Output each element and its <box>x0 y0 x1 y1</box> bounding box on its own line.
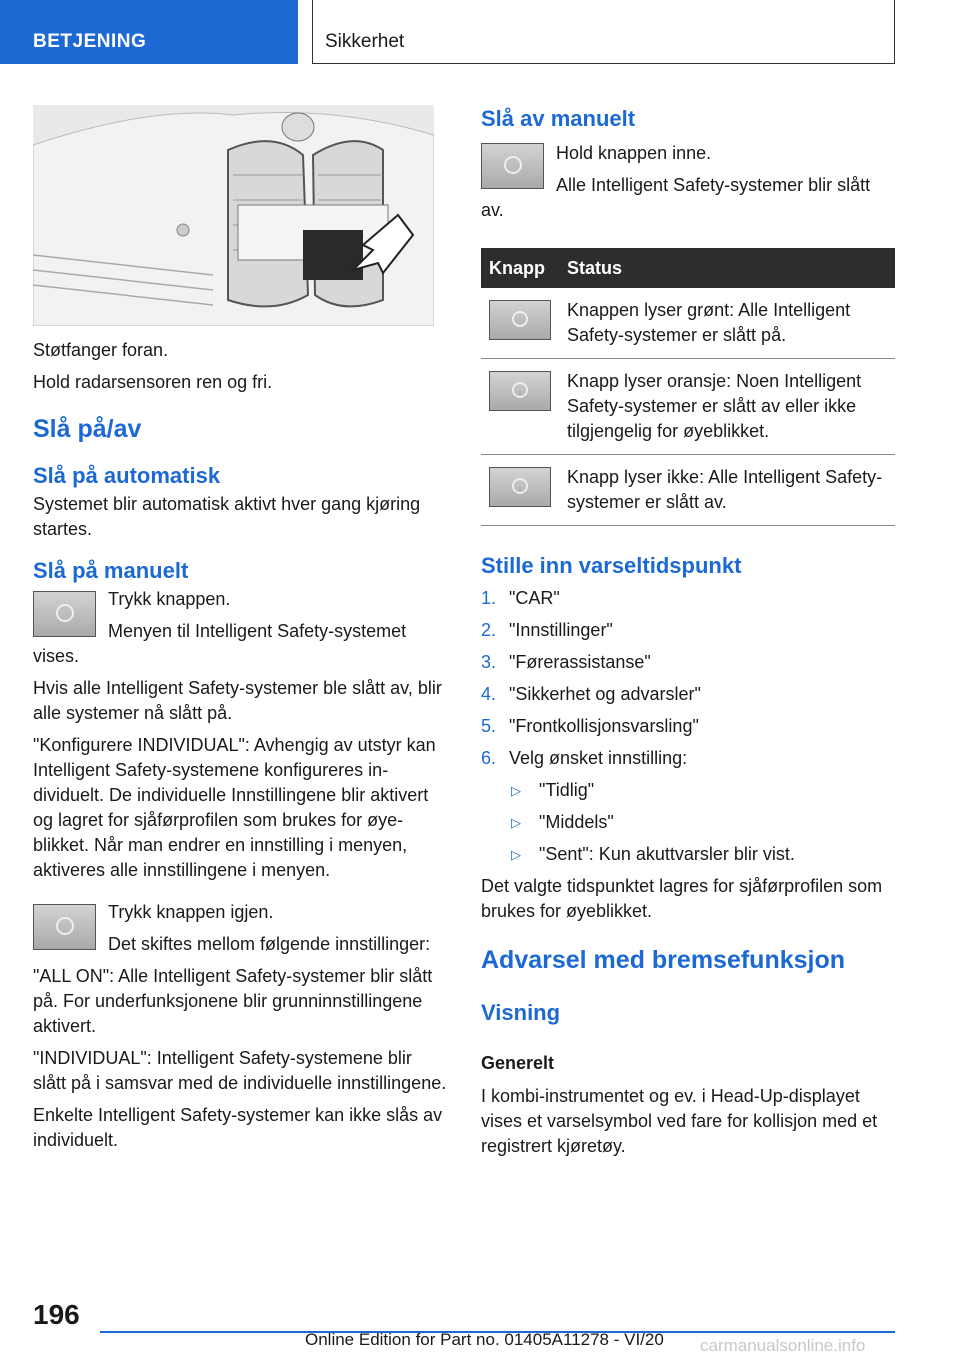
heading-warning-time: Stille inn varseltidspunkt <box>481 553 742 578</box>
chapter-tab <box>312 0 895 64</box>
image-caption: Støtfanger foran. <box>33 340 169 360</box>
all-off-text: Alle Intelligent Safety-systemer blir slått av. <box>481 175 871 220</box>
table-row <box>481 455 895 526</box>
page-number: 196 <box>33 1299 80 1330</box>
button-green-icon <box>489 300 551 340</box>
front-bumper-image <box>33 105 434 326</box>
watermark: carmanualsonline.info <box>700 1336 866 1355</box>
list-item: 1. "CAR" <box>481 588 560 608</box>
table-cell: Knapp lyser oransje: Noen Intelligent Safety-systemer er slått av eller ikke tilgjengelig for øyeblikket. <box>559 359 895 455</box>
intelligent-safety-button-icon <box>481 143 544 189</box>
heading-general: Generelt <box>481 1053 555 1073</box>
paragraph-configure: "Konfigurere INDIVIDUAL": Avhengig av utstyr kan Intelligent Safety-systemene konfigureres individuelt. De individuelle Innstillingene blir aktivert og lagret for sjåførprofilen som brukes for øyeblikket. Når man endrer en innstilling i menyen, aktiveres alle innstillingene i menyen. <box>33 735 436 880</box>
paragraph-not-individual: Enkelte Intelligent Safety-systemer kan ikke slås av individuelt. <box>33 1105 443 1150</box>
list-item: ▷ "Tidlig" <box>481 778 895 803</box>
triangle-bullet-icon: ▷ <box>511 847 521 862</box>
table-cell: Knappen lyser grønt: Alle Intelligent Safety-systemer er slått på. <box>559 288 895 359</box>
saved-text: Det valgte tidspunktet lagres for sjåførprofilen som brukes for øyeblikket. <box>481 876 883 921</box>
status-table <box>481 248 895 526</box>
table-header-button: Knapp <box>481 248 559 288</box>
list-item: ▷ "Sent": Kun akuttvarsler blir vist. <box>481 842 895 867</box>
section-title: BETJENING <box>33 31 147 52</box>
table-cell: Knapp lyser ikke: Alle Intelligent Safety-systemer er slått av. <box>559 455 895 526</box>
list-item: 4. "Sikkerhet og advarsler" <box>481 684 701 704</box>
intelligent-safety-button-icon <box>33 904 96 950</box>
list-item: 5. "Frontkollisjonsvarsling" <box>481 716 699 736</box>
heading-display: Visning <box>481 1000 561 1025</box>
paragraph-all-off: Hvis alle Intelligent Safety-systemer ble slått av, blir alle systemer nå slått på. <box>33 678 442 723</box>
left-column <box>33 105 448 1160</box>
heading-manual-on: Slå på manuelt <box>33 558 189 583</box>
chapter-title: Sikkerhet <box>325 31 405 52</box>
triangle-bullet-icon: ▷ <box>511 815 521 830</box>
general-text: I kombi-instrumentet og ev. i Head-Up-displayet vises et varselsymbol ved fare for kollisjon med et registrert kjøretøy. <box>481 1086 878 1156</box>
list-item: 2. "Innstillinger" <box>481 620 613 640</box>
heading-on-off: Slå på/av <box>33 415 142 443</box>
table-header-status: Status <box>559 248 895 288</box>
image-instruction: Hold radarsensoren ren og fri. <box>33 372 273 392</box>
heading-manual-off: Slå av manuelt <box>481 106 636 131</box>
hold-button-text: Hold knappen inne. <box>556 143 712 163</box>
menu-shown-text: Menyen til Intelligent Safety-systemet vises. <box>33 621 407 666</box>
triangle-bullet-icon: ▷ <box>511 783 521 798</box>
button-orange-icon <box>489 371 551 411</box>
list-item: 6. Velg ønsket innstilling: <box>481 748 688 768</box>
button-off-icon <box>489 467 551 507</box>
heading-auto: Slå på automatisk <box>33 463 221 488</box>
auto-text: Systemet blir automatisk aktivt hver gang kjøring startes. <box>33 494 421 539</box>
switch-settings-text: Det skiftes mellom følgende innstillinger: <box>108 934 431 954</box>
paragraph-all-on: "ALL ON": Alle Intelligent Safety-systemer blir slått på. For underfunksjonene blir grunninnstillingene aktivert. <box>33 966 433 1036</box>
heading-brake-warning: Advarsel med bremsefunksjon <box>481 946 846 974</box>
right-column <box>481 105 895 1166</box>
press-button-text: Trykk knappen. <box>108 589 231 609</box>
steps-list <box>481 586 895 867</box>
edition-text: Online Edition for Part no. 01405A11278 - VI/20 <box>305 1330 664 1349</box>
intelligent-safety-button-icon <box>33 591 96 637</box>
table-row <box>481 359 895 455</box>
paragraph-individual: "INDIVIDUAL": Intelligent Safety-systemene blir slått på i samsvar med de individuelle innstillingene. <box>33 1048 447 1093</box>
table-row <box>481 288 895 359</box>
list-item: 3. "Førerassistanse" <box>481 652 651 672</box>
list-item: ▷ "Middels" <box>481 810 895 835</box>
section-tab <box>0 0 298 64</box>
press-again-text: Trykk knappen igjen. <box>108 902 274 922</box>
